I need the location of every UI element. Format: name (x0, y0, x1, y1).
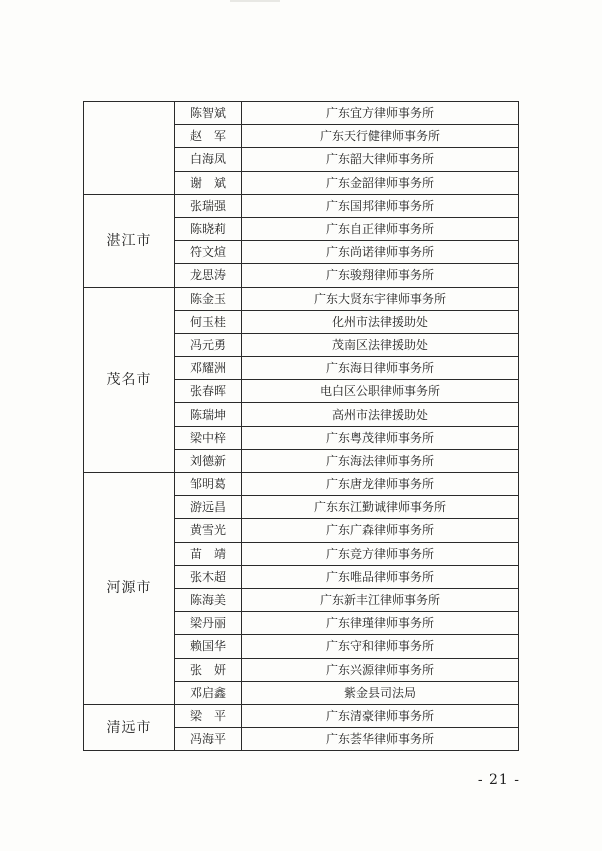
organization-cell: 广东尚诺律师事务所 (242, 241, 519, 264)
lawyer-name-cell: 陈智斌 (175, 102, 242, 125)
lawyer-name-cell: 冯海平 (175, 728, 242, 751)
table-row (84, 102, 519, 125)
lawyer-name-cell: 龙思涛 (175, 264, 242, 287)
lawyer-name-cell: 陈晓莉 (175, 217, 242, 240)
city-cell: 河源市 (84, 473, 175, 705)
table-row (84, 473, 519, 496)
organization-cell: 广东粤茂律师事务所 (242, 426, 519, 449)
organization-cell: 广东唯品律师事务所 (242, 565, 519, 588)
organization-cell: 广东荟华律师事务所 (242, 728, 519, 751)
lawyer-name-cell: 张春晖 (175, 380, 242, 403)
lawyer-name-cell: 陈海美 (175, 588, 242, 611)
lawyer-name-cell: 刘德新 (175, 449, 242, 472)
organization-cell: 广东国邦律师事务所 (242, 194, 519, 217)
lawyer-name-cell: 赖国华 (175, 635, 242, 658)
organization-cell: 广东海法律师事务所 (242, 449, 519, 472)
organization-cell: 广东新丰江律师事务所 (242, 588, 519, 611)
lawyer-name-cell: 梁 平 (175, 704, 242, 727)
lawyer-name-cell: 陈瑞坤 (175, 403, 242, 426)
organization-cell: 广东天行健律师事务所 (242, 125, 519, 148)
lawyer-name-cell: 张瑞强 (175, 194, 242, 217)
scan-artifact (230, 0, 280, 2)
lawyer-roster-table (83, 101, 519, 751)
roster-body (84, 102, 519, 751)
table-row (84, 194, 519, 217)
organization-cell: 广东律瑾律师事务所 (242, 612, 519, 635)
organization-cell: 广东骏翔律师事务所 (242, 264, 519, 287)
table-row (84, 287, 519, 310)
organization-cell: 化州市法律援助处 (242, 310, 519, 333)
organization-cell: 广东广森律师事务所 (242, 519, 519, 542)
organization-cell: 广东大贤东宇律师事务所 (242, 287, 519, 310)
organization-cell: 广东守和律师事务所 (242, 635, 519, 658)
lawyer-name-cell: 陈金玉 (175, 287, 242, 310)
organization-cell: 广东唐龙律师事务所 (242, 473, 519, 496)
lawyer-name-cell: 黄雪光 (175, 519, 242, 542)
organization-cell: 广东宜方律师事务所 (242, 102, 519, 125)
table-row (84, 704, 519, 727)
lawyer-name-cell: 符文煊 (175, 241, 242, 264)
organization-cell: 广东海日律师事务所 (242, 357, 519, 380)
organization-cell: 广东清豪律师事务所 (242, 704, 519, 727)
organization-cell: 广东自正律师事务所 (242, 217, 519, 240)
lawyer-name-cell: 谢 斌 (175, 171, 242, 194)
organization-cell: 广东兴源律师事务所 (242, 658, 519, 681)
organization-cell: 广东金韶律师事务所 (242, 171, 519, 194)
lawyer-name-cell: 游远昌 (175, 496, 242, 519)
lawyer-name-cell: 梁中梓 (175, 426, 242, 449)
lawyer-name-cell: 邓耀洲 (175, 357, 242, 380)
lawyer-name-cell: 邹明葛 (175, 473, 242, 496)
city-cell: 湛江市 (84, 194, 175, 287)
organization-cell: 电白区公职律师事务所 (242, 380, 519, 403)
organization-cell: 广东竞方律师事务所 (242, 542, 519, 565)
lawyer-name-cell: 苗 靖 (175, 542, 242, 565)
lawyer-name-cell: 张木超 (175, 565, 242, 588)
lawyer-name-cell: 赵 军 (175, 125, 242, 148)
organization-cell: 广东韶大律师事务所 (242, 148, 519, 171)
organization-cell: 茂南区法律援助处 (242, 333, 519, 356)
lawyer-name-cell: 梁丹丽 (175, 612, 242, 635)
page-number: - 21 - (477, 772, 520, 788)
lawyer-name-cell: 冯元勇 (175, 333, 242, 356)
lawyer-name-cell: 白海凤 (175, 148, 242, 171)
city-cell: 茂名市 (84, 287, 175, 473)
city-cell: 清远市 (84, 704, 175, 750)
lawyer-name-cell: 张 妍 (175, 658, 242, 681)
organization-cell: 紫金县司法局 (242, 681, 519, 704)
city-cell (84, 102, 175, 195)
lawyer-name-cell: 邓启鑫 (175, 681, 242, 704)
organization-cell: 广东东江勤诚律师事务所 (242, 496, 519, 519)
lawyer-name-cell: 何玉桂 (175, 310, 242, 333)
organization-cell: 高州市法律援助处 (242, 403, 519, 426)
